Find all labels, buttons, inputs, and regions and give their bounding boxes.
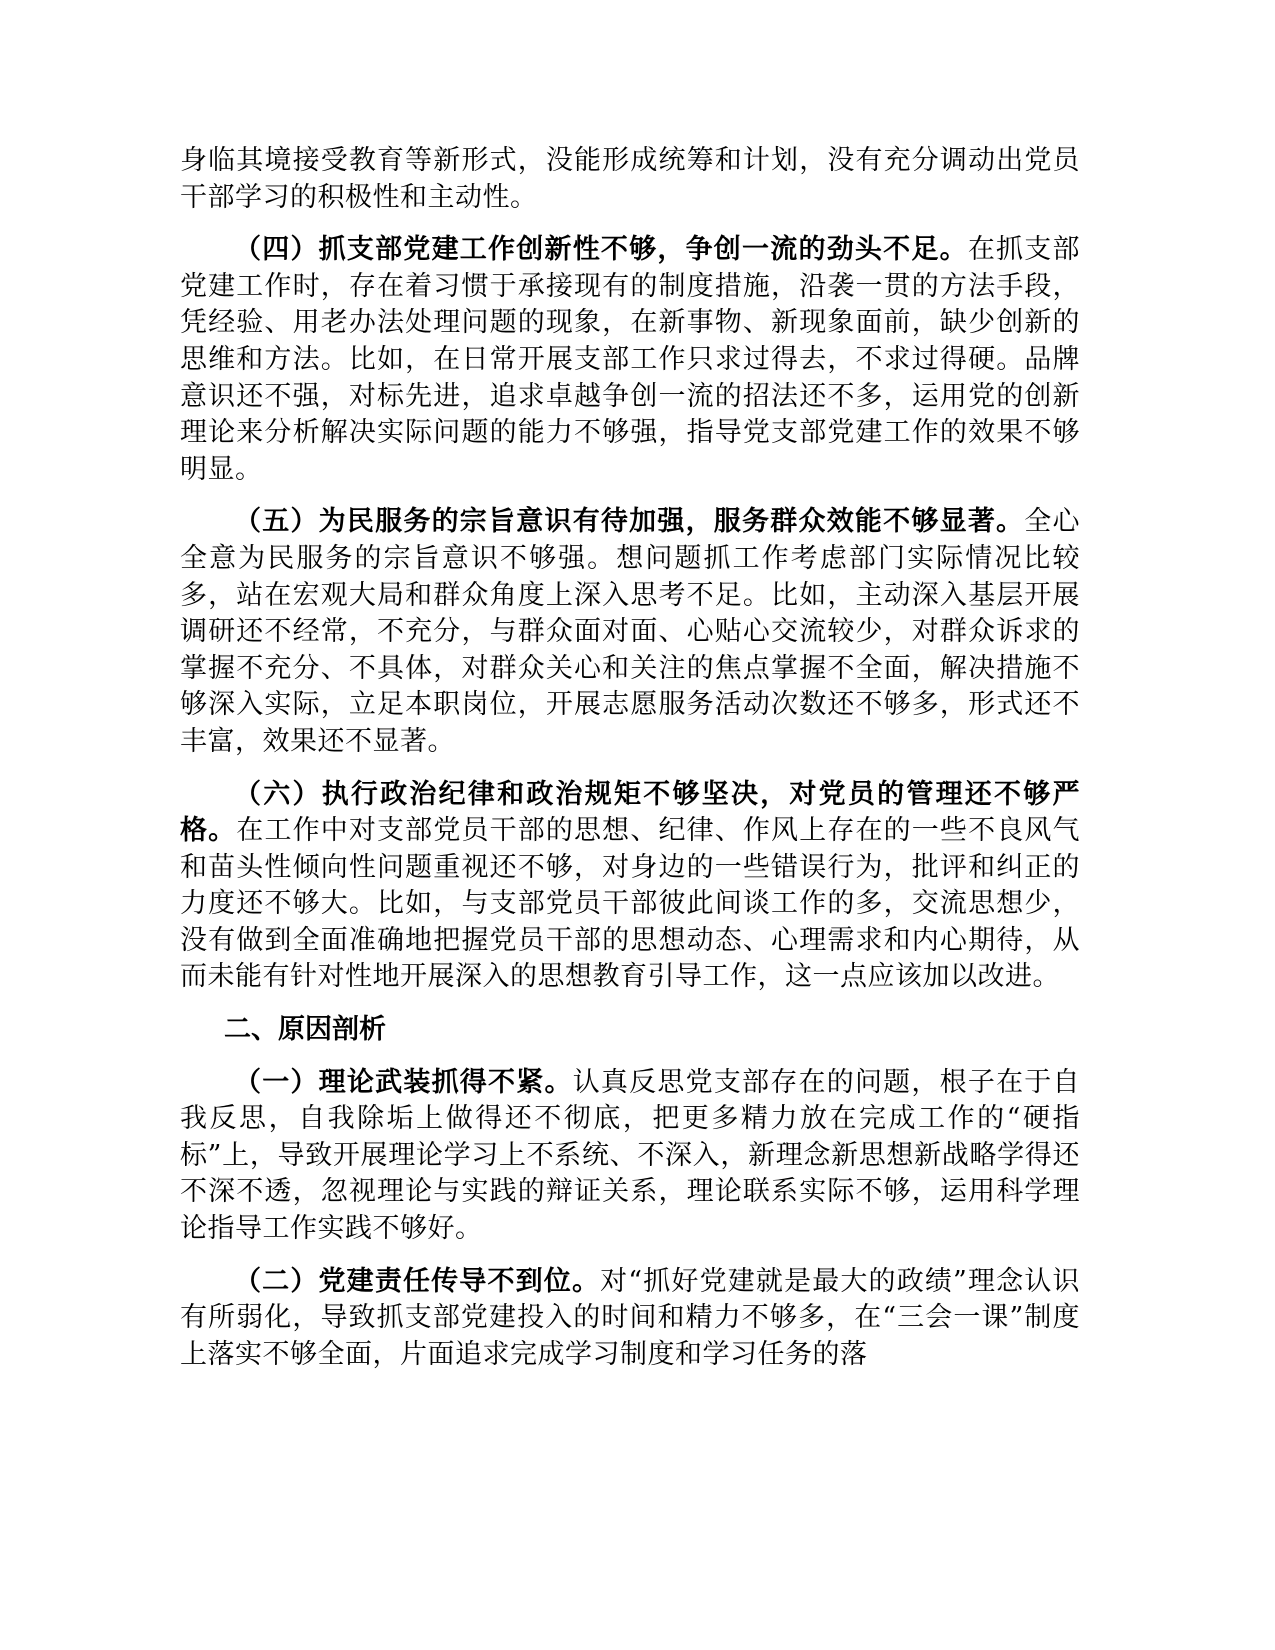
paragraph-text: 全心全意为民服务的宗旨意识不够强。想问题抓工作考虑部门实际情况比较多，站在宏观大局和群众角度上深入思考不足。比如，主动深入基层开展调研还不经常，不充分，与群众面对面、心贴心交流较少，对群众诉求的掌握不充分、不具体，对群众关心和关注的焦点掌握不全面，解决措施不够深入实际，立足本职岗位，开展志愿服务活动次数还不够多，形式还不丰富，效果还不显著。: [180, 506, 1081, 757]
paragraph-analysis-1: [180, 1065, 1080, 1248]
paragraph-lead: （五）为民服务的宗旨意识有待加强，服务群众效能不够显著。: [234, 506, 1025, 538]
paragraph-text: 认真反思党支部存在的问题，根子在于自我反思，自我除垢上做得还不彻底，把更多精力放在完成工作的“硬指标”上，导致开展理论学习上不系统、不深入，新理念新思想新战略学得还不深不透，忽视理论与实践的辩证关系，理论联系实际不够，运用科学理论指导工作实践不够好。: [180, 1066, 1081, 1245]
paragraph-text: 身临其境接受教育等新形式，没能形成统筹和计划，没有充分调动出党员干部学习的积极性和主动性。: [180, 145, 1080, 213]
document-page: [180, 143, 1080, 1389]
paragraph-lead: （一）理论武装抓得不紧。: [234, 1066, 573, 1098]
paragraph-issue-5: [180, 504, 1080, 760]
paragraph-lead: （二）党建责任传导不到位。: [234, 1265, 601, 1297]
section-heading: 二、原因剖析: [224, 1014, 386, 1046]
paragraph-text: 在抓支部党建工作时，存在着习惯于承接现有的制度措施，沿袭一贯的方法手段，凭经验、用老办法处理问题的现象，在新事物、新现象面前，缺少创新的思维和方法。比如，在日常开展支部工作只求过得去，不求过得硬。品牌意识还不强，对标先进，追求卓越争创一流的招法还不多，运用党的创新理论来分析解决实际问题的能力不够强，指导党支部党建工作的效果不够明显。: [180, 234, 1081, 485]
paragraph-text: 对“抓好党建就是最大的政绩”理念认识有所弱化，导致抓支部党建投入的时间和精力不够多，在“三会一课”制度上落实不够全面，片面追求完成学习制度和学习任务的落: [180, 1265, 1081, 1370]
paragraph-issue-6: [180, 777, 1080, 997]
paragraph-text: 在工作中对支部党员干部的思想、纪律、作风上存在的一些不良风气和苗头性倾向性问题重视还不够，对身边的一些错误行为，批评和纠正的力度还不够大。比如，与支部党员干部彼此间谈工作的多，交流思想少，没有做到全面准确地把握党员干部的思想动态、心理需求和内心期待，从而未能有针对性地开展深入的思想教育引导工作，这一点应该加以改进。: [180, 815, 1081, 993]
paragraph-lead: （六）执行政治纪律和政治规矩不够坚决，对党员的管理还不够严格。: [180, 778, 1080, 847]
paragraph-analysis-2: [180, 1264, 1080, 1374]
paragraph-lead: （四）抓支部党建工作创新性不够，争创一流的劲头不足。: [234, 234, 968, 266]
paragraph-continued: [180, 143, 1080, 216]
paragraph-issue-4: [180, 232, 1080, 488]
